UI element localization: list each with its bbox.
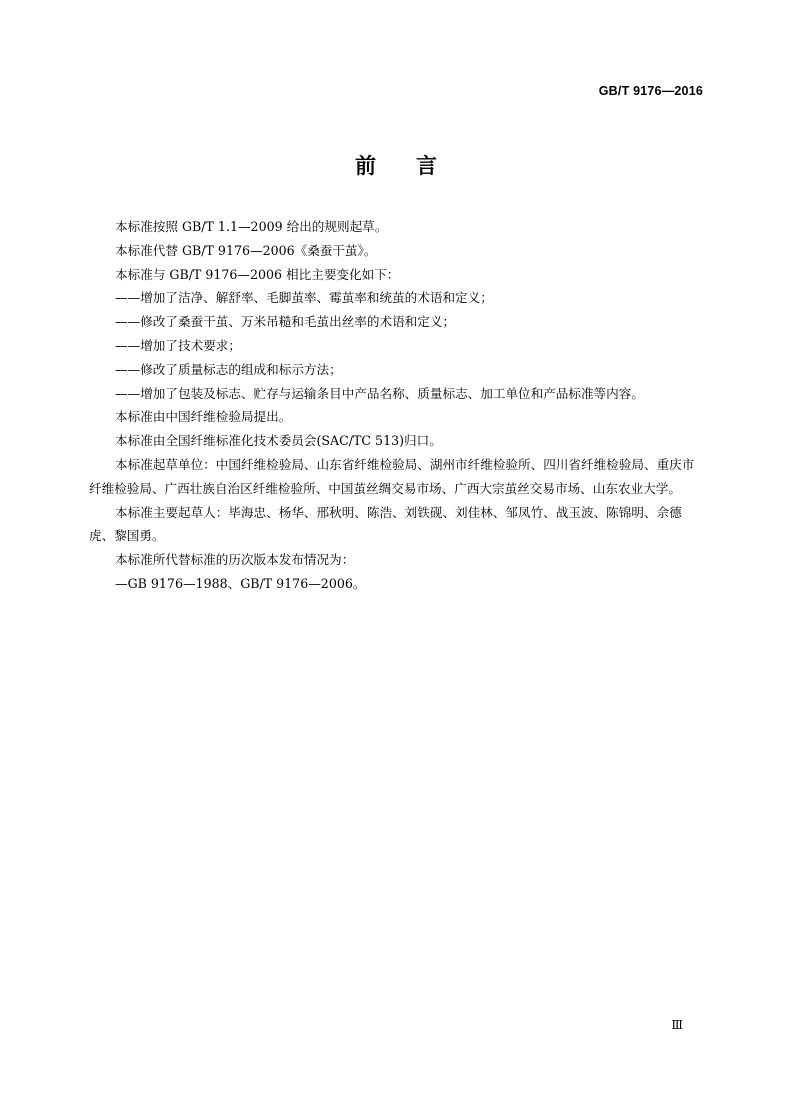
paragraph: 本标准代替 GB/T 9176—2006《桑蚕干茧》。 <box>115 242 377 258</box>
paragraph: 本标准所代替标准的历次版本发布情况为： <box>115 552 355 568</box>
list-item: ——修改了桑蚕干茧、万米吊糙和毛茧出丝率的术语和定义； <box>115 314 456 330</box>
list-item: —GB 9176—1988、GB/T 9176—2006。 <box>115 575 366 591</box>
list-item: ——增加了洁净、解舒率、毛脚茧率、霉茧率和统茧的术语和定义； <box>115 290 493 306</box>
standard-code: GB/T 9176—2016 <box>598 84 703 98</box>
list-item: ——修改了质量标志的组成和标示方法； <box>115 361 342 377</box>
paragraph: 本标准按照 GB/T 1.1—2009 给出的规则起草。 <box>115 219 388 234</box>
page-title: 前言 <box>355 153 477 178</box>
paragraph: 本标准由全国纤维标准化技术委员会(SAC/TC 513)归口。 <box>115 433 442 449</box>
page-number: Ⅲ <box>671 1018 683 1032</box>
document-body <box>89 215 703 596</box>
paragraph: 本标准主要起草人：毕海忠、杨华、邢秋明、陈浩、刘铁砚、刘佳林、邹凤竹、战玉波、陈锦明、佘德虎、黎国勇。 <box>89 504 682 544</box>
paragraph: 本标准与 GB/T 9176—2006 相比主要变化如下： <box>115 266 400 282</box>
paragraph: 本标准由中国纤维检验局提出。 <box>115 409 292 425</box>
paragraph: 本标准起草单位：中国纤维检验局、山东省纤维检验局、湖州市纤维检验所、四川省纤维检验局、重庆市纤维检验局、广西壮族自治区纤维检验所、中国茧丝绸交易市场、广西大宗茧丝交易市场、山东农业大学。 <box>89 456 695 496</box>
list-item: ——增加了技术要求； <box>115 337 241 353</box>
list-item: ——增加了包装及标志、贮存与运输条目中产品名称、质量标志、加工单位和产品标准等内容。 <box>115 385 644 401</box>
